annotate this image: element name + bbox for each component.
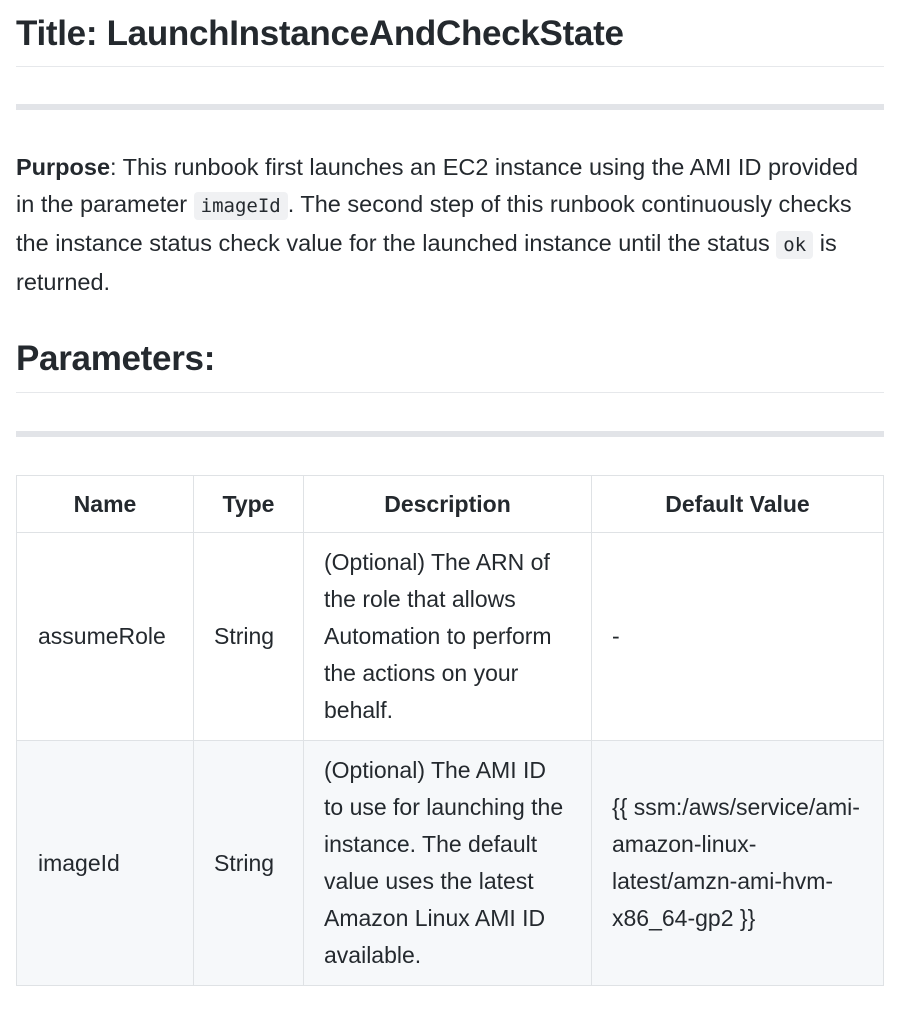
parameters-underline — [16, 392, 884, 393]
param-description: (Optional) The ARN of the role that allows Automation to perform the actions on your behalf. — [304, 533, 592, 741]
param-name: imageId — [17, 741, 194, 986]
parameters-heading: Parameters: — [16, 339, 216, 378]
param-type: String — [194, 533, 304, 741]
parameters-table — [16, 475, 884, 986]
page-title: Title: LaunchInstanceAndCheckState — [16, 14, 624, 53]
purpose-text-1: : This runbook first launches an EC2 instance using the AMI ID provided in the parameter — [16, 154, 859, 217]
header-name: Name — [17, 476, 194, 533]
param-description: (Optional) The AMI ID to use for launching the instance. The default value uses the latest Amazon Linux AMI ID available. — [304, 741, 592, 986]
param-name: assumeRole — [17, 533, 194, 741]
table-header-row — [17, 476, 884, 533]
horizontal-rule-2 — [16, 431, 884, 437]
param-default: {{ ssm:/aws/service/ami-amazon-linux-latest/amzn-ami-hvm-x86_64-gp2 }} — [592, 741, 884, 986]
purpose-paragraph — [16, 149, 876, 301]
purpose-text-3: is returned. — [16, 230, 837, 295]
header-type: Type — [194, 476, 304, 533]
header-default-value: Default Value — [592, 476, 884, 533]
purpose-label: Purpose — [16, 154, 111, 180]
param-default: - — [592, 533, 884, 741]
purpose-text-2: . The second step of this runbook continuously checks the instance status check value for the launched instance until the status — [16, 191, 852, 256]
horizontal-rule — [16, 104, 884, 110]
param-type: String — [194, 741, 304, 986]
table-row — [17, 533, 884, 741]
inline-code-imageid: imageId — [194, 192, 288, 220]
inline-code-ok: ok — [776, 231, 813, 259]
table-row — [17, 741, 884, 986]
header-description: Description — [304, 476, 592, 533]
title-underline — [16, 66, 884, 67]
